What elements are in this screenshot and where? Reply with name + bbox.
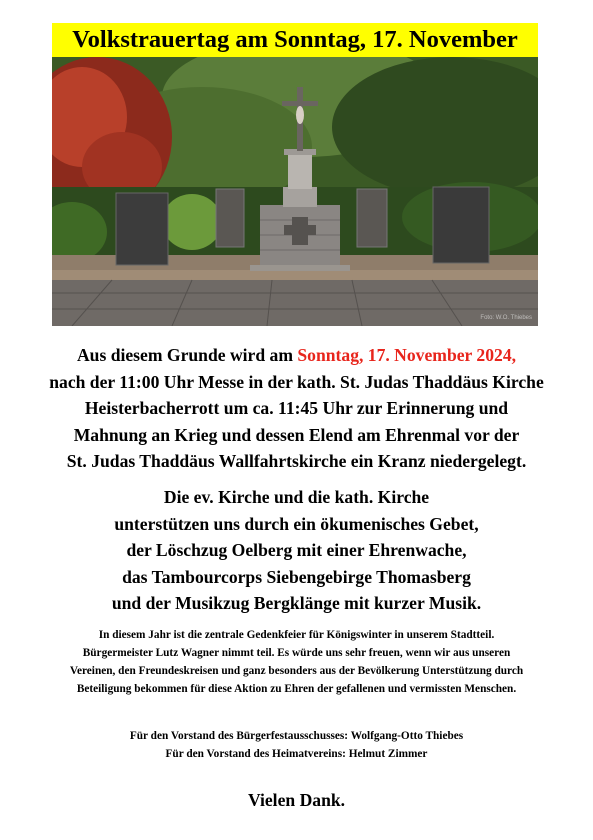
notice-line: Beteiligung bekommen für diese Aktion zu Ehren der gefallenen und vermissten Menschen. <box>76 683 517 695</box>
notice-line: Bürgermeister Lutz Wagner nimmt teil. Es würde uns sehr freuen, wenn wir aus unseren <box>82 647 511 659</box>
support-line: das Tambourcorps Siebengebirge Thomasberg <box>122 566 471 587</box>
notice-line: In diesem Jahr ist die zentrale Gedenkfeier für Königswinter in unserem Stadtteil. <box>98 629 495 641</box>
support-paragraph <box>0 484 593 617</box>
intro-line-2: nach der 11:00 Uhr Messe in der kath. St. Judas Thaddäus Kirche <box>49 371 544 392</box>
intro-line-4: Mahnung an Krieg und dessen Elend am Ehrenmal vor der <box>73 424 520 445</box>
signature-line: Für den Vorstand des Heimatvereins: Helmut Zimmer <box>165 748 428 760</box>
notice-paragraph <box>0 626 593 698</box>
title-banner <box>52 23 538 57</box>
page-title: Volkstrauertag am Sonntag, 17. November <box>72 26 518 53</box>
intro-line-1 <box>0 342 593 369</box>
intro-paragraph <box>0 342 593 475</box>
intro-line-5: St. Judas Thaddäus Wallfahrtskirche ein Kranz niedergelegt. <box>66 451 527 471</box>
event-date: Sonntag, 17. November 2024, <box>297 345 517 365</box>
notice-line: Vereinen, den Freundeskreisen und ganz besonders aus der Bevölkerung Unterstützung durch <box>69 665 524 677</box>
support-line: unterstützen uns durch ein ökumenisches Gebet, <box>114 513 479 534</box>
memorial-photo <box>52 57 538 326</box>
support-line: der Löschzug Oelberg mit einer Ehrenwache, <box>126 540 467 560</box>
intro-line-3: Heisterbacherrott um ca. 11:45 Uhr zur Erinnerung und <box>84 398 509 418</box>
photo-credit: Foto: W.O. Thiebes <box>480 315 532 321</box>
closing-thanks: Vielen Dank. <box>247 790 346 810</box>
signatures <box>0 727 593 763</box>
intro-line-1-text: Aus diesem Grunde wird am <box>76 345 298 365</box>
support-line: und der Musikzug Bergklänge mit kurzer Musik. <box>111 593 482 613</box>
memorial-photo-illustration <box>52 57 538 326</box>
support-line: Die ev. Kirche und die kath. Kirche <box>163 487 430 507</box>
signature-line: Für den Vorstand des Bürgerfestausschusses: Wolfgang-Otto Thiebes <box>129 730 464 742</box>
